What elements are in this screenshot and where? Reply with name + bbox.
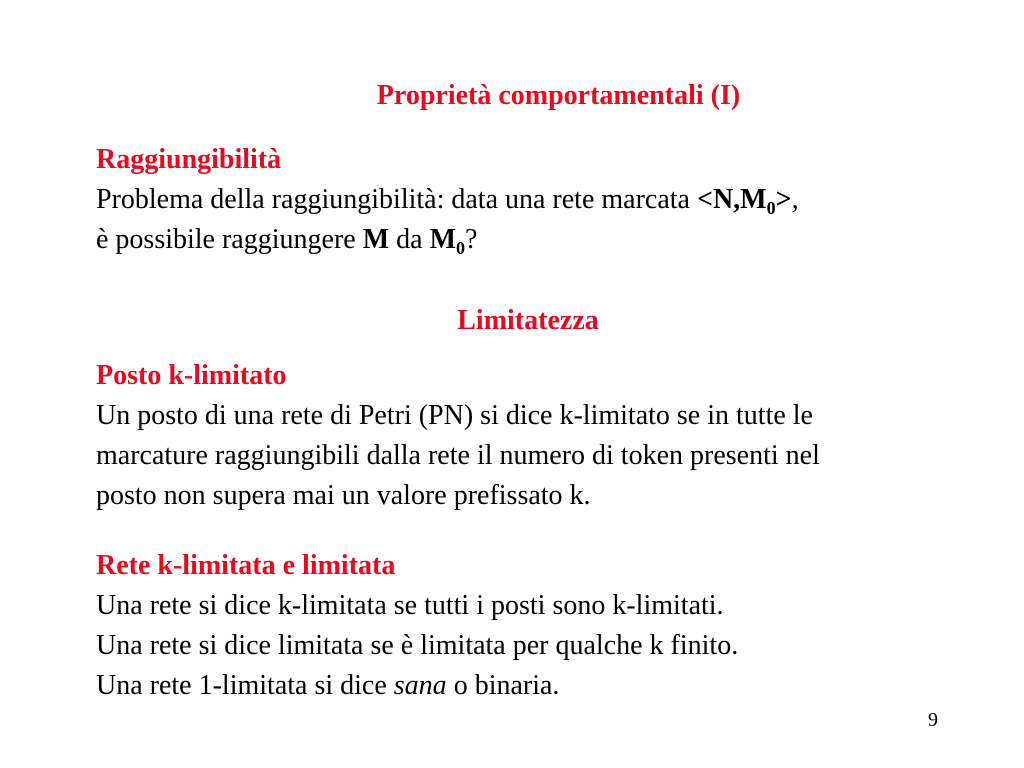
slide-title: Proprietà comportamentali (I): [376, 80, 741, 111]
posto-heading: Posto k-limitato: [96, 360, 287, 391]
marking-m0: [429, 224, 466, 258]
rete-line-1: Una rete si dice k-limitata se tutti i posti sono k-limitati.: [96, 590, 724, 621]
reach-line-2: [96, 220, 996, 260]
marked-net-notation: [696, 184, 792, 218]
marking-m0-subscript: 0: [456, 238, 466, 258]
reach-line-2-da: da: [389, 224, 430, 255]
marked-net-open: <N,M: [696, 184, 767, 215]
posto-line-1: Un posto di una rete di Petri (PN) si dice k-limitato se in tutte le: [96, 400, 813, 431]
rete-line-3: [96, 666, 996, 706]
rete-line-3-italic: sana: [393, 670, 447, 701]
limitatezza-heading: Limitatezza: [457, 305, 599, 336]
rete-section: [96, 546, 996, 706]
marking-m: M: [362, 224, 390, 255]
reach-line-1-tail: ,: [791, 184, 799, 215]
rete-line-2: Una rete si dice limitata se è limitata per qualche k finito.: [96, 630, 739, 661]
rete-line-3-start: Una rete 1-limitata si dice: [96, 670, 394, 701]
reach-line-2-text: è possibile raggiungere: [96, 224, 363, 255]
posto-section: [96, 356, 996, 516]
rete-heading: Rete k-limitata e limitata: [96, 550, 396, 581]
reach-section: [96, 140, 996, 260]
posto-line-2: marcature raggiungibili dalla rete il numero di token presenti nel: [96, 440, 820, 471]
marked-net-close: >: [775, 184, 792, 215]
rete-line-3-end: o binaria.: [446, 670, 560, 701]
marking-m0-letter: M: [429, 224, 457, 255]
reach-heading: Raggiungibilità: [96, 144, 282, 175]
reach-line-1: [96, 180, 996, 220]
posto-line-3: posto non supera mai un valore prefissato k.: [96, 480, 591, 511]
reach-line-1-text: Problema della raggiungibilità: data una rete marcata: [96, 184, 697, 215]
reach-line-2-question: ?: [465, 224, 478, 255]
page-number: 9: [928, 709, 938, 731]
marked-net-subscript: 0: [766, 198, 776, 218]
